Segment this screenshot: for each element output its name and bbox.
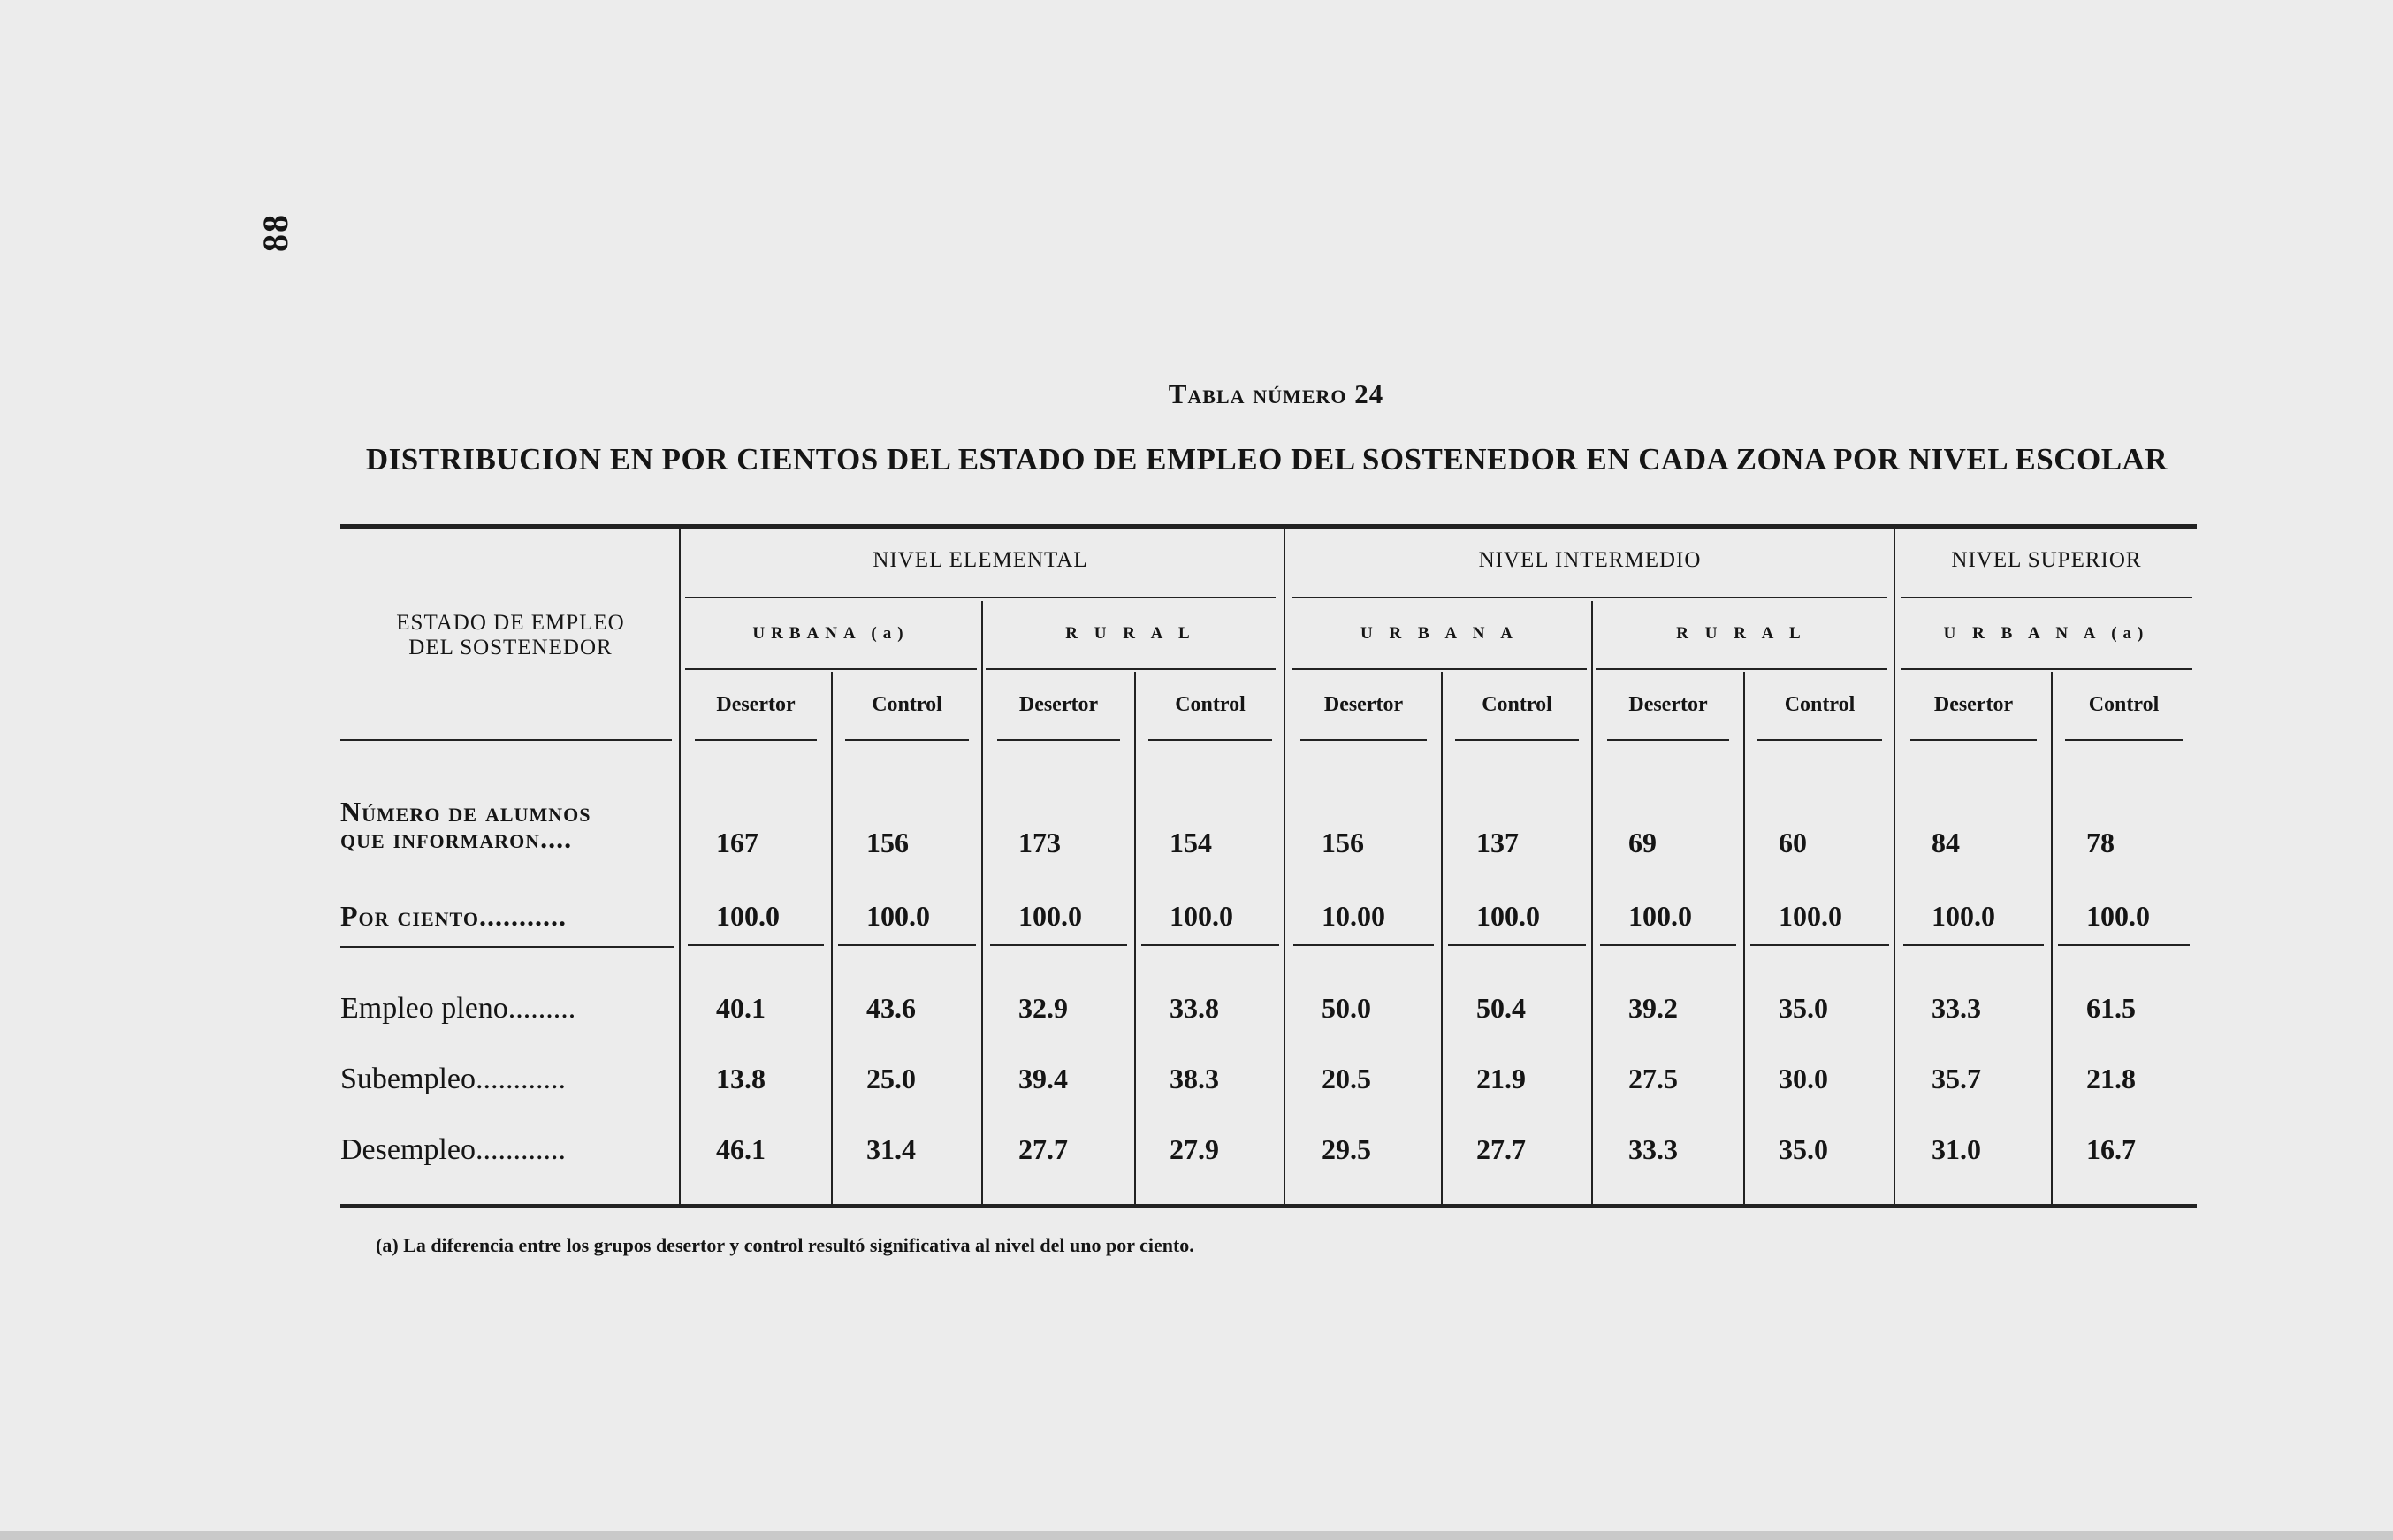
subgroup-divider (1743, 672, 1745, 1204)
table-cell: 32.9 (1018, 992, 1068, 1024)
table-cell: 60 (1779, 827, 1807, 858)
table-cell: 33.3 (1628, 1133, 1678, 1165)
subheader-underline (695, 739, 817, 741)
table-cell: 100.0 (1779, 900, 1842, 932)
table-cell: 27.7 (1018, 1133, 1068, 1165)
table-cell: 46.1 (716, 1133, 766, 1165)
zone-header: U R B A N A (1360, 624, 1519, 643)
table-cell: 100.0 (1932, 900, 1995, 932)
subheader-underline (997, 739, 1120, 741)
table-cell: 35.0 (1779, 1133, 1828, 1165)
zone-underline (1901, 668, 2192, 670)
table-cell: 173 (1018, 827, 1061, 858)
body-mid-rule (990, 944, 1127, 946)
table-cell: 137 (1476, 827, 1519, 858)
subheader-underline (1910, 739, 2037, 741)
level-header: NIVEL ELEMENTAL (873, 548, 1088, 572)
table-cell: 50.0 (1322, 992, 1371, 1024)
zone-divider (1591, 601, 1593, 1204)
subheader-underline (1455, 739, 1579, 741)
table-number: Tabla número 24 (1168, 378, 1384, 409)
zone-header: URBANA (a) (752, 624, 910, 643)
subgroup-divider (2051, 672, 2053, 1204)
table-cell: 29.5 (1322, 1133, 1371, 1165)
page-number: 88 (255, 213, 295, 252)
column-header: Desertor (1628, 693, 1708, 716)
table-cell: 100.0 (1628, 900, 1692, 932)
zone-header: U R B A N A (a) (1943, 624, 2150, 643)
level-underline (1901, 597, 2192, 598)
table-cell: 13.8 (716, 1063, 766, 1094)
table-cell: 27.5 (1628, 1063, 1678, 1094)
zone-underline (1292, 668, 1587, 670)
table-cell: 21.9 (1476, 1063, 1526, 1094)
subheader-underline (1300, 739, 1427, 741)
table-cell: 100.0 (2086, 900, 2150, 932)
table-cell: 30.0 (1779, 1063, 1828, 1094)
column-header: Control (1175, 693, 1246, 716)
table-cell: 167 (716, 827, 758, 858)
level-underline (685, 597, 1276, 598)
table-cell: 84 (1932, 827, 1960, 858)
table-cell: 25.0 (866, 1063, 916, 1094)
column-header: Desertor (716, 693, 796, 716)
table-cell: 35.0 (1779, 992, 1828, 1024)
body-mid-rule (838, 944, 976, 946)
table-cell: 31.0 (1932, 1133, 1981, 1165)
stub-header-line: ESTADO DE EMPLEO (396, 611, 625, 635)
table-cell: 20.5 (1322, 1063, 1371, 1094)
zone-underline (685, 668, 977, 670)
zone-underline (986, 668, 1276, 670)
row-label: que informaron.... (340, 822, 573, 854)
table-cell: 33.3 (1932, 992, 1981, 1024)
level-underline (1292, 597, 1887, 598)
body-mid-rule (688, 944, 824, 946)
table-cell: 38.3 (1170, 1063, 1219, 1094)
column-header: Control (2088, 693, 2160, 716)
table-cell: 100.0 (716, 900, 780, 932)
table-cell: 100.0 (1170, 900, 1233, 932)
subgroup-divider (1134, 672, 1136, 1204)
table-cell: 78 (2086, 827, 2115, 858)
subheader-underline (1757, 739, 1882, 741)
table-cell: 40.1 (716, 992, 766, 1024)
level-divider (1284, 529, 1285, 1204)
table-cell: 27.9 (1170, 1133, 1219, 1165)
level-divider (1894, 529, 1895, 1204)
table-cell: 43.6 (866, 992, 916, 1024)
column-header: Desertor (1323, 693, 1404, 716)
table-cell: 100.0 (866, 900, 930, 932)
table-cell: 10.00 (1322, 900, 1385, 932)
column-header: Control (1784, 693, 1856, 716)
table-cell: 39.2 (1628, 992, 1678, 1024)
subgroup-divider (831, 672, 833, 1204)
table-cell: 21.8 (2086, 1063, 2136, 1094)
row-label: Empleo pleno......... (340, 992, 576, 1025)
page-edge (0, 1531, 2393, 1540)
row-label: Subempleo............ (340, 1063, 566, 1095)
column-header: Desertor (1018, 693, 1099, 716)
body-mid-rule (1141, 944, 1279, 946)
body-mid-rule (1600, 944, 1736, 946)
table-cell: 100.0 (1476, 900, 1540, 932)
subheader-underline (845, 739, 969, 741)
table-cell: 33.8 (1170, 992, 1219, 1024)
stub-underline (340, 739, 672, 741)
top-rule (340, 524, 2197, 529)
table-cell: 100.0 (1018, 900, 1082, 932)
row-label: Desempleo............ (340, 1133, 566, 1166)
table-cell: 35.7 (1932, 1063, 1981, 1094)
body-mid-rule (1750, 944, 1889, 946)
column-header: Control (1482, 693, 1552, 716)
row-label: Número de alumnos (340, 796, 591, 827)
column-header: Desertor (1933, 693, 2014, 716)
subheader-underline (2065, 739, 2183, 741)
table-cell: 27.7 (1476, 1133, 1526, 1165)
row-label: Por ciento........... (340, 900, 567, 932)
table-cell: 16.7 (2086, 1133, 2136, 1165)
subgroup-divider (1441, 672, 1443, 1204)
body-mid-rule (1293, 944, 1434, 946)
table-cell: 156 (866, 827, 909, 858)
table-title: DISTRIBUCION EN POR CIENTOS DEL ESTADO DE EMPLEO DEL SOSTENEDOR EN CADA ZONA POR NIVEL ESCOLAR (365, 442, 2168, 476)
table-cell: 69 (1628, 827, 1657, 858)
stub-header-line: DEL SOSTENEDOR (408, 636, 613, 659)
zone-underline (1596, 668, 1887, 670)
level-header: NIVEL SUPERIOR (1951, 548, 2142, 572)
body-mid-rule (1448, 944, 1586, 946)
zone-header: R U R A L (1676, 624, 1807, 643)
zone-divider (981, 601, 983, 1204)
table-cell: 154 (1170, 827, 1212, 858)
subheader-underline (1607, 739, 1729, 741)
stub-divider (679, 529, 681, 1204)
level-header: NIVEL INTERMEDIO (1478, 548, 1702, 572)
zone-header: R U R A L (1065, 624, 1196, 643)
table-cell: 156 (1322, 827, 1364, 858)
bottom-rule (340, 1204, 2197, 1208)
footnote: (a) La diferencia entre los grupos desertor y control resultó significativa al nivel del uno por ciento. (376, 1234, 1194, 1256)
table-cell: 39.4 (1018, 1063, 1068, 1094)
table-cell: 50.4 (1476, 992, 1526, 1024)
table-cell: 31.4 (866, 1133, 916, 1165)
subheader-underline (1148, 739, 1272, 741)
stub-mid-rule (340, 946, 674, 948)
table-cell: 61.5 (2086, 992, 2136, 1024)
body-mid-rule (2058, 944, 2190, 946)
body-mid-rule (1903, 944, 2044, 946)
column-header: Control (872, 693, 942, 716)
